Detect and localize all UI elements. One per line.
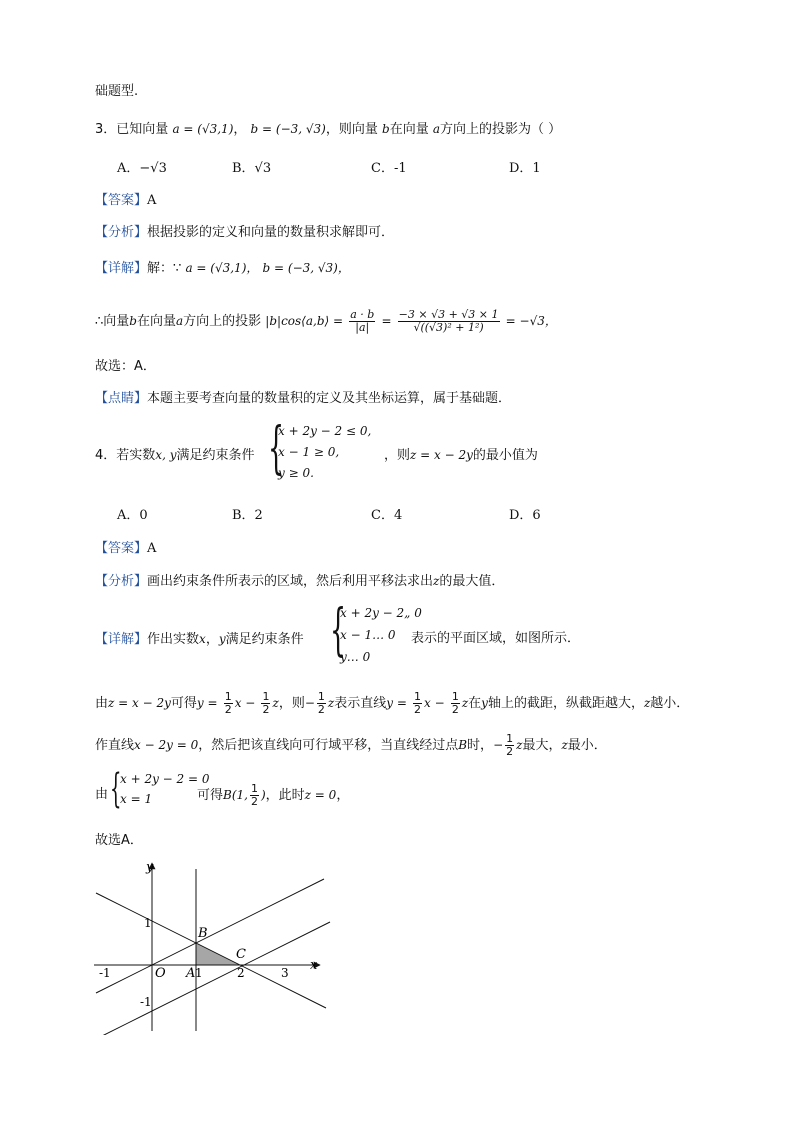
detail-y: y <box>218 632 226 646</box>
l2-i: z <box>561 738 568 752</box>
q3-b: b <box>382 122 390 136</box>
l1-r: 越小． <box>650 696 690 711</box>
l1-j: 表示直线 <box>334 696 387 711</box>
vector-b-def: b = (−3, √3) <box>250 122 326 136</box>
frac-half-6 <box>505 733 514 758</box>
q3-answer <box>95 192 156 210</box>
q3-a: a <box>432 122 441 136</box>
q3-detail-line2: ∴向量b在向量a方向上的投影 |b|cos⟨a,b⟩ = $\frac{a \cdot b}{|a|}$ = $\frac{-3 \times √3 + √3 \times 1}{\text{√((√3)² + 1²)}}$ = −√3， <box>95 308 557 334</box>
comment-tag: 【点睛】 <box>95 391 148 406</box>
frac-den: 2 <box>250 795 258 808</box>
frac2-num: −3 × √3 + √3 × 1 <box>398 308 499 321</box>
l1-m: z <box>461 696 469 710</box>
analysis-z: z <box>433 574 440 588</box>
detail-2i: = −√3， <box>505 314 557 328</box>
tick-y-1: 1 <box>144 916 152 930</box>
q3-option-a: A．−√3 <box>117 161 167 176</box>
detail-tag: 【详解】 <box>95 261 148 276</box>
x-axis-label: x <box>310 958 318 973</box>
l1-b: z = x − 2y <box>108 696 171 710</box>
line-x-plus-2y-minus-2 <box>96 893 326 1008</box>
comment-text: 本题主要考查向量的数量积的定义及其坐标运算，属于基础题． <box>147 391 512 406</box>
frac-den: 2 <box>317 703 325 716</box>
analysis-a: 画出约束条件所表示的区域，然后利用平移法求出 <box>147 574 434 589</box>
frac-num: 1 <box>250 782 258 795</box>
frac-den: 2 <box>224 703 232 716</box>
tick-x-2: 2 <box>237 966 245 980</box>
frac1-den: |a| <box>355 321 370 334</box>
frac-num: 1 <box>317 690 325 703</box>
frac-num: 1 <box>414 690 422 703</box>
l1-a: 由 <box>95 696 109 711</box>
point-c-label: C <box>236 947 246 962</box>
q4-stem-c: ，则 <box>384 448 411 463</box>
question-4-stem-left <box>95 446 255 465</box>
analysis-tag: 【分析】 <box>95 574 148 589</box>
frac-half-7 <box>250 783 259 808</box>
q3-comma: ， <box>233 122 247 137</box>
q4-stem-d: 的最小值为 <box>472 448 538 463</box>
frac-den: 2 <box>451 703 459 716</box>
l2-a: 作直线 <box>95 738 135 753</box>
y-axis-label: y <box>146 860 154 875</box>
continued-text: 础题型. <box>95 84 139 99</box>
q4-answer <box>95 540 156 558</box>
l3-f: z = 0 <box>304 788 337 802</box>
constraint-2: x − 1 ≥ 0, <box>278 445 340 459</box>
l1-n: 在 <box>468 696 482 711</box>
origin-label: O <box>155 966 166 981</box>
q4-analysis <box>95 572 504 591</box>
frac-num: 1 <box>506 732 514 745</box>
point-b-label: B <box>198 926 208 941</box>
tick-y-neg1: -1 <box>140 995 152 1009</box>
q4-option-b: B．2 <box>232 508 263 523</box>
detail-2e: 方向上的投影 <box>183 314 262 329</box>
q4-objective: z = x − 2y <box>410 448 473 462</box>
frac-num: 1 <box>262 690 270 703</box>
detail-2d: a <box>175 314 184 328</box>
line-x-minus-2y <box>96 879 324 993</box>
tick-x-1: 1 <box>195 966 203 980</box>
q3-option-b: B．√3 <box>232 161 272 176</box>
constraint-1: x + 2y − 2 ≤ 0, <box>278 424 372 438</box>
q3-conclusion: 故选：A． <box>95 359 156 374</box>
l3-d: ) <box>260 788 266 802</box>
detail-1c: b = (−3, √3)， <box>262 261 350 275</box>
l3-c: B(1, <box>223 788 248 802</box>
frac-half-3 <box>317 691 326 716</box>
q3-option-c: C．-1 <box>371 161 407 176</box>
l2-f: − <box>493 738 504 752</box>
q4-option-d: D．6 <box>509 508 541 523</box>
l2-g: z <box>516 738 523 752</box>
point-a-label: A <box>186 966 196 981</box>
q4-line-2 <box>95 730 607 761</box>
q4-line-1 <box>95 688 689 719</box>
q3-number: 3． <box>95 122 117 137</box>
l1-q: z <box>643 696 651 710</box>
detail-constraint-2: x − 1… 0 <box>340 628 396 642</box>
q4-line-3-left: 由 <box>95 787 109 802</box>
q4-option-c: C．4 <box>371 508 403 523</box>
frac-num: 1 <box>224 690 232 703</box>
frac-den: 2 <box>262 703 270 716</box>
detail-a: 作出实数 <box>147 632 200 647</box>
detail-constraint-1: x + 2y − 2„ 0 <box>340 606 422 620</box>
l1-i: z <box>327 696 335 710</box>
q4-stem-b: 满足约束条件 <box>176 448 255 463</box>
feasible-region-figure <box>94 855 334 1035</box>
l3-eq-2: x = 1 <box>120 792 153 806</box>
projection-formula: |b|cos⟨a,b⟩ = <box>265 314 344 328</box>
l1-g: ，则 <box>278 696 305 711</box>
q4-conclusion: 故选A． <box>95 833 143 848</box>
l1-f: z <box>272 696 279 710</box>
frac2-den: √((√3)² + 1²) <box>413 321 484 334</box>
l1-k: y = <box>386 696 407 710</box>
detail-constraint-3: y… 0 <box>340 650 371 664</box>
q4-constraint-system: { x + 2y − 2 ≤ 0, x − 1 ≥ 0, y ≥ 0. <box>268 416 372 481</box>
frac-half-5 <box>451 691 460 716</box>
fraction-numeric <box>398 309 500 334</box>
l1-o: y <box>481 696 488 710</box>
q3-comment <box>95 390 511 408</box>
q3-stem-b: ，则向量 <box>325 122 378 137</box>
l1-e: x − <box>234 696 256 710</box>
q4-detail-constraints: { x + 2y − 2„ 0 x − 1… 0 y… 0 <box>330 598 422 664</box>
l2-e: 时， <box>467 738 494 753</box>
analysis-text: 根据投影的定义和向量的数量积求解即可． <box>147 225 395 240</box>
detail-x: x <box>199 632 206 646</box>
detail-1b: a = (√3,1)， <box>185 261 259 275</box>
detail-1a: 解：∵ <box>147 261 182 276</box>
q4-option-a: A．0 <box>117 508 148 523</box>
q3-analysis <box>95 224 394 242</box>
l3-b: 可得 <box>197 788 224 803</box>
l2-c: ，然后把该直线向可行域平移，当直线经过点 <box>198 738 459 753</box>
l3-g: ， <box>336 788 350 803</box>
fraction-dot-over-norm <box>349 309 375 334</box>
l1-l: x − <box>424 696 445 710</box>
detail-2b: b <box>129 314 137 328</box>
frac-den: 2 <box>414 703 422 716</box>
line-through-c <box>94 922 330 1035</box>
vector-a-def: a = (√3,1) <box>172 122 234 136</box>
frac1-num: a · b <box>350 308 375 321</box>
detail-2c: 在向量 <box>136 314 176 329</box>
l1-p: 轴上的截距，纵截距越大， <box>487 696 644 711</box>
q3-stem-a: 已知向量 <box>116 122 169 137</box>
question-4-stem-right <box>384 446 538 465</box>
l2-d: B <box>458 738 468 752</box>
tick-x-neg1: -1 <box>99 966 111 980</box>
answer-value: A <box>147 193 157 208</box>
detail-2a: ∴向量 <box>95 314 130 329</box>
q4-number: 4． <box>95 448 117 463</box>
answer-value: A <box>147 541 157 556</box>
question-3-stem <box>95 120 561 139</box>
q3-option-d: D．1 <box>509 161 541 176</box>
detail-tag: 【详解】 <box>95 632 148 647</box>
q4-vars: x, y <box>155 448 177 462</box>
frac-half-1 <box>224 691 233 716</box>
l3-eq-1: x + 2y − 2 = 0 <box>120 772 210 786</box>
constraint-3: y ≥ 0. <box>278 466 314 480</box>
q4-line-3-system: { x + 2y − 2 = 0 x = 1 <box>110 766 210 812</box>
answer-tag: 【答案】 <box>95 541 148 556</box>
q3-detail-line1 <box>95 259 350 278</box>
detail-c: 满足约束条件 <box>225 632 304 647</box>
l2-b: x − 2y = 0 <box>134 738 199 752</box>
l1-d: y = <box>196 696 218 710</box>
q4-line-3-right <box>197 780 349 811</box>
detail-b: ， <box>205 632 219 647</box>
tick-x-3: 3 <box>281 966 289 980</box>
frac-num: 1 <box>451 690 459 703</box>
q4-detail-left <box>95 630 304 649</box>
q3-stem-d: 方向上的投影为（ ） <box>440 122 562 137</box>
frac-den: 2 <box>506 745 514 758</box>
frac-half-2 <box>261 691 270 716</box>
l2-h: 最大， <box>522 738 562 753</box>
analysis-b: 的最大值． <box>439 574 505 589</box>
frac-half-4 <box>413 691 422 716</box>
l2-j: 最小． <box>567 738 607 753</box>
analysis-tag: 【分析】 <box>95 225 148 240</box>
l3-e: ，此时 <box>265 788 305 803</box>
q3-stem-c: 在向量 <box>389 122 429 137</box>
q4-detail-right: 表示的平面区域，如图所示． <box>411 631 581 646</box>
answer-tag: 【答案】 <box>95 193 148 208</box>
l1-h: − <box>304 696 315 710</box>
l1-c: 可得 <box>170 696 197 711</box>
q4-stem-a: 若实数 <box>116 448 156 463</box>
